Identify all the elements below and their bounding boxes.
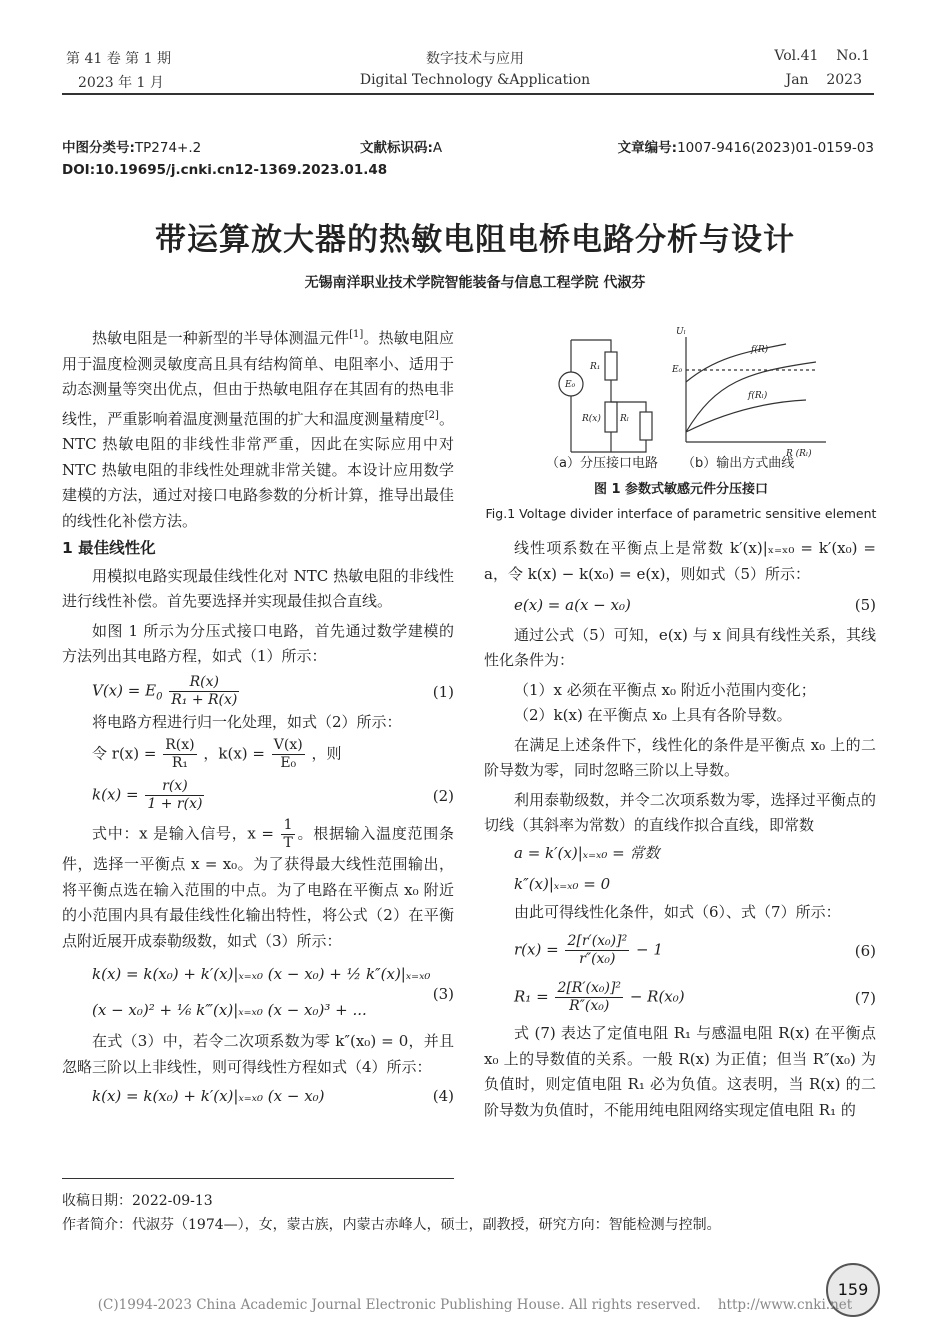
- copyright-notice: (C)1994-2023 China Academic Journal Electronic Publishing House. All rights reserved. http://www.cnki.net: [97, 1297, 853, 1313]
- figure-caption-en: Fig.1 Voltage divider interface of parametric sensitive element: [485, 506, 877, 521]
- journal-en: Digital Technology &Application: [359, 72, 591, 88]
- figure-1-drawing: [486, 322, 876, 462]
- paper-title: 带运算放大器的热敏电阻电桥电路分析与设计: [155, 222, 795, 258]
- journal-cn: 数字技术与应用: [426, 51, 524, 67]
- section-heading: 1 最佳线性化: [62, 539, 156, 557]
- volume-cn: 第 41 卷 第 1 期: [66, 51, 171, 67]
- equation-1: $V(x) = E_0$ $\frac{R(x)}{\text{R₁ + R(x)}}$ (1): [92, 673, 454, 708]
- doi: DOI:10.19695/j.cnki.cn12-1369.2023.01.48: [62, 162, 388, 178]
- label-ul: Uₗ: [676, 327, 686, 337]
- article-number: 文章编号:1007-9416(2023)01-0159-03: [617, 140, 874, 156]
- label-axis: R (Rₗ): [786, 449, 812, 459]
- date-cn: 2023 年 1 月: [78, 75, 164, 91]
- label-frl: f(Rₗ): [748, 391, 768, 401]
- label-fr: f(R): [751, 345, 769, 355]
- equation-number: (3): [432, 985, 454, 1003]
- paragraph: 式 (7) 表达了定值电阻 R₁ 与感温电阻 R(x) 在平衡点 x₀ 上的导数值的关系。一般 R(x) 为正值；但当 R″(x₀) 为负值时，则定值电阻 R₁ 必为负值。这表明，当 R(x) 的二阶导数为负值时，不能用纯电阻网络实现定值电阻 R₁ 的: [484, 1024, 876, 1119]
- document-code: 文献标识码:A: [360, 140, 443, 156]
- paragraph: 式中：x 是输入信号，x = $\frac{1}{T}$ 。根据输入温度范围条件，选择一平衡点 x = x₀。为了获得最大线性范围输出，将平衡点选在输入范围的中点。为了电路在平衡点 x₀ 附近的小范围内具有最佳线性化输出特性，将公式（2）在平衡点附近展开成泰勒级数，如式（3）所示：: [62, 817, 454, 950]
- page-number: 159: [837, 1280, 869, 1299]
- equation-2a: 令 r(x) = $\frac{R(x)}{\text{R₁}}$ ，k(x) = $\frac{V(x)}{\text{E₀}}$ ，则: [92, 737, 342, 771]
- equation-3: k(x) = k(x₀) + k′(x)|ₓ₌ₓ₀ (x − x₀) + ½ k″(x)|ₓ₌ₓ₀ (x − x₀)² + ⅙ k‴(x)|ₓ₌ₓ₀ (x − x₀)³ + ... (3): [92, 965, 454, 1019]
- equation-number: (5): [854, 596, 876, 614]
- paragraph: 将电路方程进行归一化处理，如式（2）所示：: [92, 712, 402, 731]
- header-rule: [62, 93, 874, 95]
- volume-en: Vol.41 No.1: [774, 48, 870, 64]
- equation-4: k(x) = k(x₀) + k′(x)|ₓ₌ₓ₀ (x − x₀) (4): [92, 1084, 454, 1110]
- condition-1: （1）x 必须在平衡点 x₀ 附近小范围内变化；: [514, 680, 816, 699]
- label-r1: R₁: [590, 362, 601, 372]
- label-e0: E₀: [565, 380, 576, 390]
- date-en: Jan 2023: [785, 72, 862, 88]
- label-rx: R(x): [582, 414, 601, 424]
- footnote-rule: [62, 1178, 454, 1179]
- paragraph: 如图 1 所示为分压式接口电路，首先通过数学建模的方法列出其电路方程，如式（1）所示：: [62, 621, 454, 665]
- equation-number: (7): [854, 989, 876, 1007]
- equation-7: R₁ = $\frac{\text{2[R′(x₀)]²}}{\text{R″(x₀)}}$ − R(x₀) (7): [514, 980, 876, 1014]
- paragraph: 在式（3）中，若令二次项系数为零 k″(x₀) = 0，并且忽略三阶以上非线性，则可得线性方程如式（4）所示：: [62, 1032, 454, 1076]
- figure-1: [486, 322, 876, 522]
- author-bio: 作者简介：代淑芬（1974—），女，蒙古族，内蒙古赤峰人，硕士，副教授，研究方向：智能检测与控制。: [62, 1217, 721, 1233]
- received-date: 收稿日期：2022-09-13: [62, 1193, 213, 1209]
- intro-paragraph: 热敏电阻是一种新型的半导体测温元件[1]。热敏电阻应用于温度检测灵敏度高且具有结构简单、电阻率小、适用于动态测量等突出优点，但由于热敏电阻存在其固有的热电非线性，严重影响着温度测量范围的扩大和温度测量精度[2]。NTC 热敏电阻的非线性非常严重，因此在实际应用中对 NTC 热敏电阻的非线性处理就非常关键。本设计应用数学建模的方法，通过对接口电路参数的分析计算，推导出最佳的线性化补偿方法。: [62, 329, 454, 530]
- label-e0b: E₀: [672, 365, 683, 375]
- equation-number: (6): [854, 942, 876, 960]
- paragraph: 在满足上述条件下，线性化的条件是平衡点 x₀ 上的二阶导数为零，同时忽略三阶以上导数。: [484, 735, 876, 779]
- equation-5: e(x) = a(x − x₀) (5): [514, 593, 876, 619]
- equation-6: r(x) = $\frac{\text{2[r′(x₀)]²}}{\text{r″(x₀)}}$ − 1 (6): [514, 933, 876, 967]
- equation-number: (2): [432, 787, 454, 805]
- equation-a: a = k′(x)|ₓ₌ₓ₀ = 常数: [514, 843, 660, 862]
- equation-2: k(x) = $\frac{r(x)}{1 + r(x)}$ (2): [92, 778, 454, 812]
- paragraph: 由此可得线性化条件，如式（6）、式（7）所示：: [514, 902, 841, 921]
- left-column: [62, 322, 454, 1110]
- paragraph: 通过公式（5）可知，e(x) 与 x 间具有线性关系，其线性化条件为：: [484, 625, 876, 669]
- paragraph: 线性项系数在平衡点上是常数 k′(x)|ₓ₌ₓ₀ = k′(x₀) = a，令 k(x) − k(x₀) = e(x)，则如式（5）所示：: [484, 539, 876, 583]
- equation-number: (1): [432, 682, 454, 701]
- label-rl: Rₗ: [620, 414, 629, 424]
- affiliation: 无锡南洋职业技术学院智能装备与信息工程学院 代淑芬: [304, 275, 646, 291]
- paragraph: 利用泰勒级数，并令二次项系数为零，选择过平衡点的切线（其斜率为常数）的直线作拟合直线，即常数: [484, 790, 876, 834]
- equation-b: k″(x)|ₓ₌ₓ₀ = 0: [514, 875, 611, 893]
- condition-2: （2）k(x) 在平衡点 x₀ 上具有各阶导数。: [514, 706, 792, 724]
- subcaption-a: （a）分压接口电路: [546, 456, 658, 471]
- figure-caption-cn: 图 1 参数式敏感元件分压接口: [593, 482, 769, 497]
- clc-number: 中图分类号:TP274+.2: [62, 140, 202, 156]
- paragraph: 用模拟电路实现最佳线性化对 NTC 热敏电阻的非线性进行线性补偿。首先要选择并实现最佳拟合直线。: [62, 566, 454, 610]
- equation-number: (4): [432, 1087, 454, 1105]
- right-column: [484, 536, 876, 1123]
- subcaption-b: （b）输出方式曲线: [682, 456, 795, 471]
